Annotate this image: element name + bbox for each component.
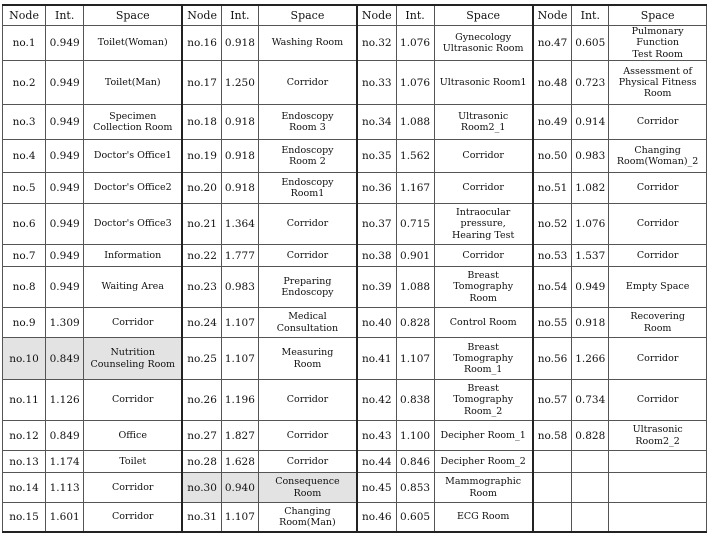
space-name-cell: Waiting Area (84, 267, 183, 308)
table-row (3, 140, 707, 173)
integration-value-cell: 1.266 (572, 338, 609, 380)
node-cell: no.37 (357, 204, 396, 245)
integration-value-cell: 0.723 (572, 61, 609, 105)
space-name-cell: Mammographic Room (434, 473, 533, 503)
integration-value-cell: 0.940 (221, 473, 258, 503)
integration-value-cell: 0.828 (572, 421, 609, 451)
integration-value-cell: 1.250 (221, 61, 258, 105)
space-name-cell: Corridor (84, 380, 183, 421)
node-cell: no.44 (357, 451, 396, 473)
table-row (3, 245, 707, 267)
node-cell: no.28 (182, 451, 221, 473)
node-cell: no.56 (533, 338, 572, 380)
node-cell: no.34 (357, 105, 396, 140)
node-cell: no.49 (533, 105, 572, 140)
node-cell: no.51 (533, 173, 572, 204)
space-name-cell: Gynecology Ultrasonic Room (434, 26, 533, 61)
node-cell: no.38 (357, 245, 396, 267)
space-name-cell: Corridor (258, 451, 357, 473)
space-name-cell: Changing Room(Woman)_2 (609, 140, 707, 173)
node-cell: no.35 (357, 140, 396, 173)
integration-value-cell: 1.126 (46, 380, 84, 421)
space-name-cell: Corridor (84, 473, 183, 503)
space-name-cell: Decipher Room_2 (434, 451, 533, 473)
node-cell: no.31 (182, 503, 221, 532)
integration-value-cell: 0.918 (572, 308, 609, 338)
space-name-cell: Measuring Room (258, 338, 357, 380)
integration-value-cell: 1.100 (396, 421, 434, 451)
node-cell: no.9 (3, 308, 46, 338)
space-name-cell: Control Room (434, 308, 533, 338)
node-cell: no.25 (182, 338, 221, 380)
space-name-cell: Corridor (258, 380, 357, 421)
space-name-cell (609, 451, 707, 473)
space-name-cell: Ultrasonic Room2_1 (434, 105, 533, 140)
space-name-cell: Corridor (609, 105, 707, 140)
node-cell: no.27 (182, 421, 221, 451)
node-cell: no.46 (357, 503, 396, 532)
space-name-cell: Consequence Room (258, 473, 357, 503)
integration-value-cell (572, 503, 609, 532)
node-cell: no.57 (533, 380, 572, 421)
column-header-space: Space (258, 5, 357, 26)
space-name-cell: Pulmonary Function Test Room (609, 26, 707, 61)
integration-value-cell: 0.828 (396, 308, 434, 338)
integration-value-cell: 1.777 (221, 245, 258, 267)
node-cell: no.53 (533, 245, 572, 267)
node-cell: no.39 (357, 267, 396, 308)
integration-value-cell: 0.838 (396, 380, 434, 421)
integration-value-cell (572, 473, 609, 503)
node-cell: no.6 (3, 204, 46, 245)
node-cell (533, 473, 572, 503)
node-cell: no.19 (182, 140, 221, 173)
space-name-cell: Corridor (84, 503, 183, 532)
space-name-cell: Preparing Endoscopy (258, 267, 357, 308)
node-cell: no.14 (3, 473, 46, 503)
integration-value-cell: 0.849 (46, 338, 84, 380)
node-cell (533, 503, 572, 532)
integration-value-cell: 1.088 (396, 267, 434, 308)
table-row (3, 204, 707, 245)
space-name-cell: Nutrition Counseling Room (84, 338, 183, 380)
node-cell: no.41 (357, 338, 396, 380)
node-cell: no.30 (182, 473, 221, 503)
integration-value-cell: 0.914 (572, 105, 609, 140)
node-cell: no.47 (533, 26, 572, 61)
column-header-int: Int. (46, 5, 84, 26)
table-row (3, 473, 707, 503)
node-cell: no.52 (533, 204, 572, 245)
space-name-cell: Corridor (434, 173, 533, 204)
integration-value-cell: 1.309 (46, 308, 84, 338)
space-name-cell: Endoscopy Room 2 (258, 140, 357, 173)
column-header-node: Node (3, 5, 46, 26)
table-body (3, 26, 707, 532)
integration-value-cell: 1.364 (221, 204, 258, 245)
integration-value-cell: 0.849 (46, 421, 84, 451)
space-name-cell: Decipher Room_1 (434, 421, 533, 451)
node-cell: no.13 (3, 451, 46, 473)
space-name-cell: Endoscopy Room 3 (258, 105, 357, 140)
integration-value-cell: 1.082 (572, 173, 609, 204)
space-name-cell: Corridor (434, 245, 533, 267)
node-cell: no.15 (3, 503, 46, 532)
column-header-node: Node (357, 5, 396, 26)
node-cell: no.50 (533, 140, 572, 173)
space-name-cell: Recovering Room (609, 308, 707, 338)
space-name-cell: Corridor (609, 204, 707, 245)
node-cell: no.4 (3, 140, 46, 173)
integration-value-cell: 0.949 (46, 267, 84, 308)
node-cell: no.12 (3, 421, 46, 451)
integration-value-cell: 1.601 (46, 503, 84, 532)
integration-value-cell: 0.983 (221, 267, 258, 308)
space-name-cell: Corridor (434, 140, 533, 173)
integration-value-cell: 1.562 (396, 140, 434, 173)
space-name-cell: Corridor (609, 245, 707, 267)
integration-value-cell: 0.949 (46, 140, 84, 173)
node-cell: no.24 (182, 308, 221, 338)
column-header-space: Space (84, 5, 183, 26)
space-name-cell: Toilet (84, 451, 183, 473)
integration-value-cell: 0.949 (46, 204, 84, 245)
node-cell: no.58 (533, 421, 572, 451)
integration-value-cell: 1.107 (396, 338, 434, 380)
integration-value-cell: 0.949 (46, 245, 84, 267)
space-name-cell: Corridor (609, 338, 707, 380)
integration-value-cell: 0.949 (46, 105, 84, 140)
table-row (3, 267, 707, 308)
space-name-cell: Ultrasonic Room1 (434, 61, 533, 105)
space-name-cell: Corridor (609, 173, 707, 204)
node-cell: no.36 (357, 173, 396, 204)
space-name-cell: Corridor (258, 204, 357, 245)
node-cell: no.21 (182, 204, 221, 245)
integration-value-cell: 0.949 (46, 26, 84, 61)
node-cell: no.10 (3, 338, 46, 380)
table-row (3, 380, 707, 421)
node-cell: no.45 (357, 473, 396, 503)
space-name-cell: Empty Space (609, 267, 707, 308)
node-cell: no.42 (357, 380, 396, 421)
space-name-cell: Corridor (84, 308, 183, 338)
space-name-cell: Information (84, 245, 183, 267)
node-cell: no.8 (3, 267, 46, 308)
integration-value-cell: 0.853 (396, 473, 434, 503)
node-cell: no.1 (3, 26, 46, 61)
column-header-int: Int. (221, 5, 258, 26)
integration-value-cell: 1.628 (221, 451, 258, 473)
integration-value-cell: 1.167 (396, 173, 434, 204)
space-name-cell: ECG Room (434, 503, 533, 532)
integration-value-cell: 1.088 (396, 105, 434, 140)
space-name-cell: Washing Room (258, 26, 357, 61)
node-cell: no.33 (357, 61, 396, 105)
space-name-cell: Breast Tomography Room (434, 267, 533, 308)
column-header-int: Int. (396, 5, 434, 26)
integration-value-cell (572, 451, 609, 473)
node-cell: no.3 (3, 105, 46, 140)
space-name-cell: Intraocular pressure, Hearing Test (434, 204, 533, 245)
integration-value-cell: 1.076 (396, 61, 434, 105)
node-cell: no.16 (182, 26, 221, 61)
integration-value-cell: 1.107 (221, 503, 258, 532)
integration-value-cell: 1.827 (221, 421, 258, 451)
node-cell: no.32 (357, 26, 396, 61)
node-cell: no.22 (182, 245, 221, 267)
space-name-cell: Doctor's Office3 (84, 204, 183, 245)
space-name-cell: Breast Tomography Room_2 (434, 380, 533, 421)
space-name-cell: Corridor (258, 245, 357, 267)
node-cell: no.54 (533, 267, 572, 308)
node-cell: no.26 (182, 380, 221, 421)
space-name-cell: Corridor (609, 380, 707, 421)
node-cell: no.2 (3, 61, 46, 105)
integration-value-cell: 0.918 (221, 173, 258, 204)
integration-value-cell: 0.949 (46, 61, 84, 105)
integration-value-cell: 0.949 (572, 267, 609, 308)
space-name-cell: Assessment of Physical Fitness Room (609, 61, 707, 105)
integration-value-cell: 0.846 (396, 451, 434, 473)
node-cell: no.55 (533, 308, 572, 338)
space-name-cell: Toilet(Woman) (84, 26, 183, 61)
table-row (3, 308, 707, 338)
column-header-space: Space (434, 5, 533, 26)
space-name-cell: Specimen Collection Room (84, 105, 183, 140)
integration-value-cell: 1.113 (46, 473, 84, 503)
space-name-cell: Doctor's Office2 (84, 173, 183, 204)
integration-value-cell: 0.605 (572, 26, 609, 61)
node-cell: no.43 (357, 421, 396, 451)
node-cell (533, 451, 572, 473)
space-name-cell (609, 473, 707, 503)
integration-value-cell: 0.918 (221, 140, 258, 173)
integration-value-cell: 1.196 (221, 380, 258, 421)
node-cell: no.40 (357, 308, 396, 338)
integration-value-cell: 0.983 (572, 140, 609, 173)
column-header-node: Node (182, 5, 221, 26)
node-cell: no.7 (3, 245, 46, 267)
integration-value-cell: 1.537 (572, 245, 609, 267)
node-cell: no.23 (182, 267, 221, 308)
integration-value-cell: 0.918 (221, 105, 258, 140)
table-row (3, 503, 707, 532)
column-header-int: Int. (572, 5, 609, 26)
integration-value-cell: 0.605 (396, 503, 434, 532)
space-name-cell: Toilet(Man) (84, 61, 183, 105)
integration-value-cell: 0.901 (396, 245, 434, 267)
node-cell: no.17 (182, 61, 221, 105)
node-cell: no.20 (182, 173, 221, 204)
column-header-node: Node (533, 5, 572, 26)
node-cell: no.18 (182, 105, 221, 140)
integration-value-cell: 1.107 (221, 338, 258, 380)
table-row (3, 338, 707, 380)
column-header-space: Space (609, 5, 707, 26)
space-name-cell: Ultrasonic Room2_2 (609, 421, 707, 451)
node-cell: no.11 (3, 380, 46, 421)
space-name-cell: Corridor (258, 421, 357, 451)
table-header (3, 5, 707, 26)
space-name-cell: Medical Consultation (258, 308, 357, 338)
space-name-cell: Office (84, 421, 183, 451)
node-cell: no.5 (3, 173, 46, 204)
table-row (3, 26, 707, 61)
space-name-cell: Corridor (258, 61, 357, 105)
table-row (3, 173, 707, 204)
integration-value-cell: 1.076 (396, 26, 434, 61)
table-row (3, 421, 707, 451)
space-name-cell: Endoscopy Room1 (258, 173, 357, 204)
integration-value-cell: 0.949 (46, 173, 84, 204)
node-cell: no.48 (533, 61, 572, 105)
table-row (3, 451, 707, 473)
integration-value-cell: 1.076 (572, 204, 609, 245)
integration-value-cell: 0.715 (396, 204, 434, 245)
space-name-cell: Breast Tomography Room_1 (434, 338, 533, 380)
header-row (3, 5, 707, 26)
node-integration-table (2, 4, 707, 533)
integration-value-cell: 0.734 (572, 380, 609, 421)
table-row (3, 61, 707, 105)
table-row (3, 105, 707, 140)
space-name-cell: Changing Room(Man) (258, 503, 357, 532)
integration-value-cell: 1.107 (221, 308, 258, 338)
integration-value-cell: 0.918 (221, 26, 258, 61)
space-name-cell (609, 503, 707, 532)
integration-value-cell: 1.174 (46, 451, 84, 473)
space-name-cell: Doctor's Office1 (84, 140, 183, 173)
